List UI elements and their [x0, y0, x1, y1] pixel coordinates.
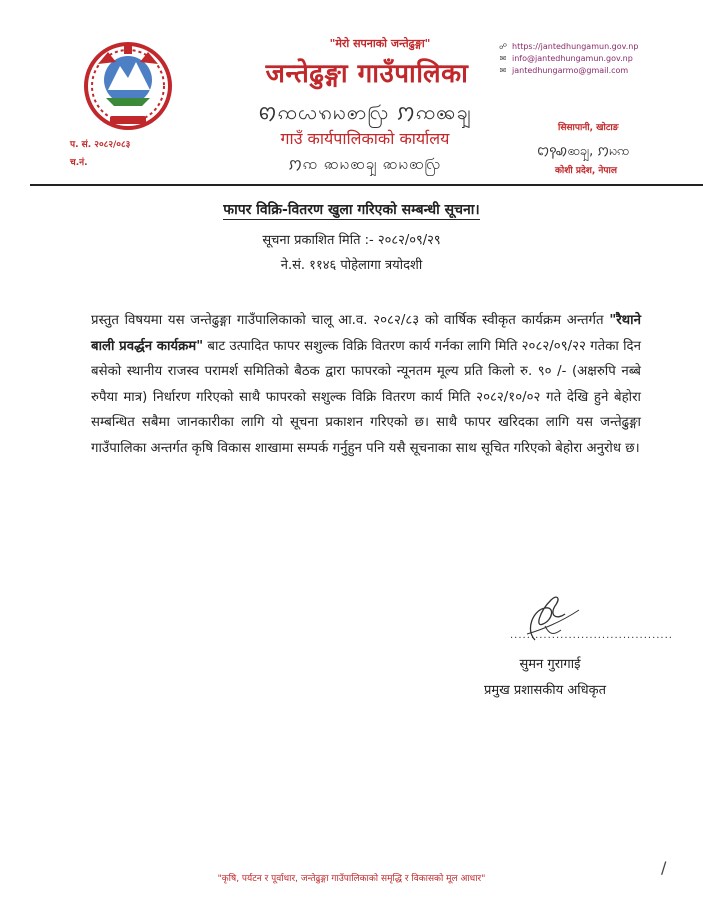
municipality-title-script: ꩅꩡꩬꩫꩢꩦꩺ ꩀꩡꩩꩾ: [258, 100, 472, 124]
footer-slogan: "कृषि, पर्यटन र पूर्वाधार, जन्तेढुङ्गा गाउँपालिकाको समृद्धि र विकासको मूल आधार": [217, 874, 486, 884]
dispatch-number: च.नं.: [70, 158, 88, 168]
nepal-sambat-date: ने.सं. ११४६ पोहेलागा त्रयोदशी: [280, 258, 423, 273]
address-script: ꩊꩍꩉꩧꩾ, ꩀꩢꩡ: [537, 144, 630, 159]
reference-number: प. सं. २०८२/०८३: [70, 140, 131, 150]
email-text: info@jantedhungamun.gov.np: [512, 54, 633, 63]
signature-image: [505, 590, 585, 650]
website-text: https://jantedhungamun.gov.np: [512, 42, 639, 51]
website-contact: [498, 42, 638, 51]
email-contact: [498, 54, 633, 63]
office-subtitle-script: ꩀꩡ ꩣꩢꩧꩾ ꩣꩢꩧꩺ: [288, 155, 442, 173]
signer-name: सुमन गुरागाई: [519, 657, 581, 672]
body-part-2: बाट उत्पादित फापर सशुल्क विक्रि वितरण कार्य गर्नका लागि मिति २०८२/०९/२२ गतेका दिन बसेको स्थानीय राजस्व परामर्श समितिको बैठक द्वारा फापरको न्यूनतम मूल्य प्रति किलो रु. ९० /- (अक्षरुपि नब्बे रुपैया मात्र) निर्धारण गरिएको साथै फापरको सशुल्क विक्रि वितरण कार्य मिति २०८२/१०/०२ गते देखि हुने बेहोरा सम्बन्धित सबैमा जानकारीका लागि यो सूचना प्रकाशन गरिएको छ। साथै फापर खरिदका लागि यस जन्तेढुङ्गा गाउँपालिका अन्तर्गत कृषि विकास शाखामा सम्पर्क गर्नुहुन पनि यसै सूचनाका साथ सूचित गरिएको बेहोरा अनुरोध छ।: [91, 338, 641, 456]
address-province: कोशी प्रदेश, नेपाल: [555, 166, 617, 176]
signature-line: .......................................: [510, 630, 673, 641]
signer-designation: प्रमुख प्रशासकीय अधिकृत: [483, 683, 607, 698]
government-emblem-icon: [80, 40, 176, 132]
notice-title: [0, 200, 703, 219]
header-divider: [30, 184, 703, 186]
motto: "मेरो सपनाको जन्तेढुङ्गा": [329, 37, 431, 50]
address-place: सिसापानी, खोटाङ: [558, 123, 619, 133]
page-mark: /: [661, 858, 667, 877]
email-icon: ✉: [499, 66, 507, 75]
email-contact-alt: [498, 66, 628, 75]
published-date: सूचना प्रकाशित मिति :- २०८२/०९/२९: [262, 233, 441, 248]
email-icon: ✉: [499, 54, 507, 63]
office-subtitle: गाउँ कार्यपालिकाको कार्यालय: [280, 129, 450, 148]
globe-icon: ☍: [498, 42, 508, 51]
municipality-title: जन्तेढुङ्गा गाउँपालिका: [265, 59, 469, 89]
program-name: "रैथाने बाली प्रवर्द्धन कार्यक्रम": [91, 313, 641, 354]
notice-body: [91, 308, 641, 461]
notice-title-text: फापर विक्रि-वितरण खुला गरिएको सम्बन्धी सूचना।: [223, 202, 480, 218]
body-part-1: प्रस्तुत विषयमा यस जन्तेढुङ्गा गाउँपालिकाको चालू आ.व. २०८२/८३ को वार्षिक स्वीकृत कार्यक्रम अन्तर्गत: [91, 313, 610, 328]
email-alt-text: jantedhungarmo@gmail.com: [512, 66, 629, 75]
